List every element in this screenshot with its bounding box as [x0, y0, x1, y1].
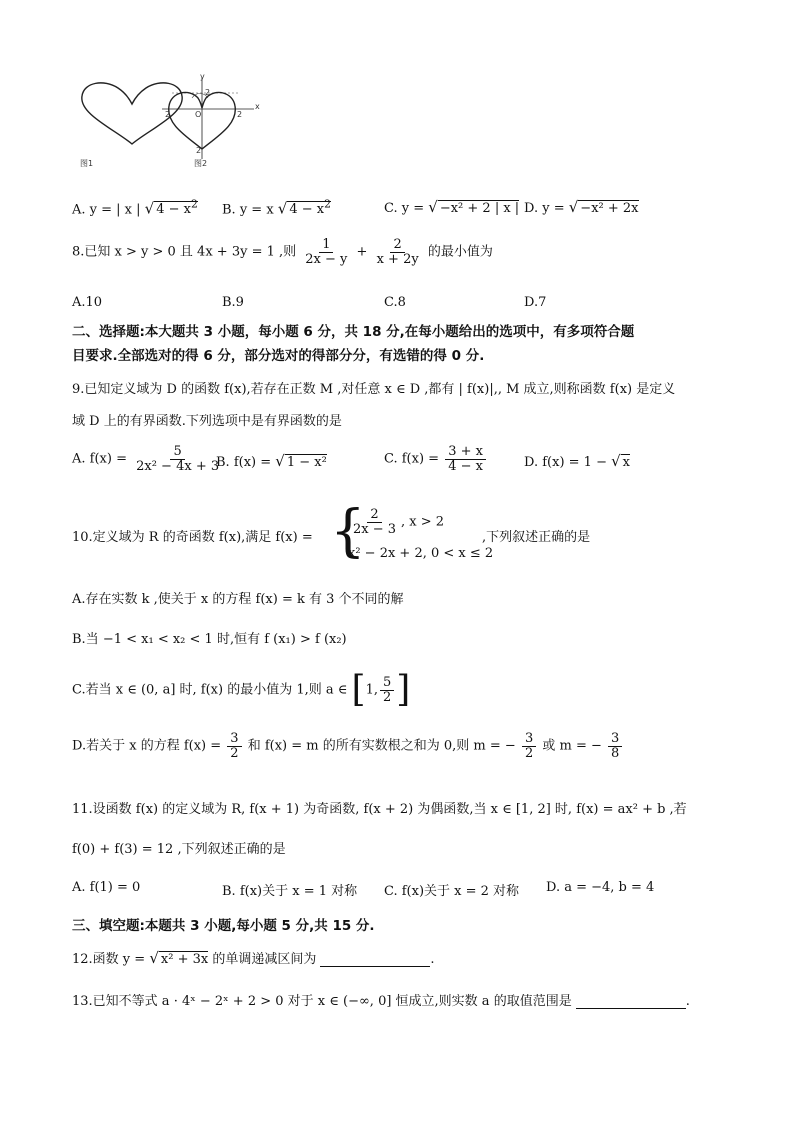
tick-neg2: 2	[165, 110, 171, 119]
q13-answer-blank[interactable]	[576, 1008, 686, 1009]
q10-stem-post: ,下列叙述正确的是	[482, 530, 591, 545]
q13-stem: 13.已知不等式 a · 4ˣ − 2ˣ + 2 > 0 对于 x ∈ (−∞, 0] 恒成立,则实数 a 的取值范围是 .	[72, 994, 690, 1009]
q11-option-b: B. f(x)关于 x = 1 对称	[222, 884, 358, 899]
q10-stem-pre: 10.定义域为 R 的奇函数 f(x),满足 f(x) =	[72, 530, 313, 545]
q10-option-b: B.当 −1 < x₁ < x₂ < 1 时,恒有 f (x₁) > f (x₂)	[72, 632, 347, 647]
q11-stem-line1: 11.设函数 f(x) 的定义域为 R, f(x + 1) 为奇函数, f(x + 2) 为偶函数,当 x ∈ [1, 2] 时, f(x) = ax² + b ,若	[72, 802, 687, 817]
q8-option-c: C.8	[384, 295, 406, 310]
q11-option-c: C. f(x)关于 x = 2 对称	[384, 884, 520, 899]
q8-stem: 8.已知 x > y > 0 且 4x + 3y = 1 ,则 $\frac{1}{2x - y}$ + $\frac{2}{x + 2y}$ 的最小值为	[72, 237, 493, 267]
section-2-heading-line1: 二、选择题:本大题共 3 小题，每小题 6 分，共 18 分,在每小题给出的选项中，有多项符合题	[72, 324, 635, 340]
q11-option-d: D. a = −4, b = 4	[546, 880, 655, 895]
tick-y: 2	[205, 88, 211, 97]
axis-x-label: x	[255, 102, 260, 111]
q9-option-a: A. f(x) = $\frac{5}{\text{2x² − 4x + 3}}$	[72, 444, 220, 474]
q9-stem-line2: 域 D 上的有界函数.下列选项中是有界函数的是	[72, 414, 342, 429]
q9-stem-line1: 9.已知定义域为 D 的函数 f(x),若存在正数 M ,对任意 x ∈ D ,都有 | f(x)|,, M 成立,则称函数 f(x) 是定义	[72, 382, 676, 397]
figure-2-caption: 图2	[194, 159, 208, 168]
q10-option-d: D.若关于 x 的方程 f(x) = $\frac{3}{2}$ 和 f(x) = m 的所有实数根之和为 0,则 m = − $\frac{3}{2}$ 或 m = − $\frac{3}{8}$	[72, 732, 624, 760]
q10-piecewise-brace: {	[330, 499, 366, 564]
heart-figures	[74, 74, 274, 169]
q10-option-a: A.存在实数 k ,使关于 x 的方程 f(x) = k 有 3 个不同的解	[72, 592, 404, 607]
axis-y-label: y	[200, 72, 205, 81]
q9-option-b: B. f(x) = √ 1 − x²	[216, 452, 327, 470]
q11-option-a: A. f(1) = 0	[72, 880, 141, 895]
q7-option-a: A. y = | x | √ $4 - x^2$	[72, 198, 198, 218]
tick-neg-y: 2	[196, 146, 202, 155]
q12-answer-blank[interactable]	[320, 966, 430, 967]
q8-option-d: D.7	[524, 295, 547, 310]
section-3-heading: 三、填空题:本题共 3 小题,每小题 5 分,共 15 分.	[72, 918, 375, 934]
section-2-heading-line2: 目要求.全部选对的得 6 分，部分选对的得部分分，有选错的得 0 分.	[72, 348, 485, 364]
q8-option-a: A.10	[72, 295, 103, 310]
q12-stem: 12.函数 y = √ x² + 3x 的单调递减区间为 .	[72, 949, 435, 967]
figure-area	[74, 74, 274, 173]
q9-option-c: C. f(x) = $\frac{3 + x}{4 - x}$	[384, 445, 488, 473]
q11-stem-line2: f(0) + f(3) = 12 ,下列叙述正确的是	[72, 842, 286, 857]
q10-option-c: C.若当 x ∈ (0, a] 时, f(x) 的最小值为 1,则 a ∈ [1, $\frac{5}{2}$ ]	[72, 669, 411, 710]
tick-pos2: 2	[237, 110, 243, 119]
figure-1-caption: 图1	[80, 159, 94, 168]
tick-origin: O	[195, 110, 202, 119]
q8-option-b: B.9	[222, 295, 244, 310]
q7-option-c: C. y = √ −x² + 2 | x |	[384, 198, 520, 216]
q7-option-d: D. y = √ −x² + 2x	[524, 198, 639, 216]
q7-option-b: B. y = x √ $4 - x^2$	[222, 198, 332, 218]
q10-case-2: x² − 2x + 2, 0 < x ≤ 2	[348, 546, 494, 561]
q10-case-1: $\frac{2}{2x - 3}$ , x > 2	[353, 507, 445, 537]
q9-option-d: D. f(x) = 1 − √ x	[524, 452, 631, 470]
